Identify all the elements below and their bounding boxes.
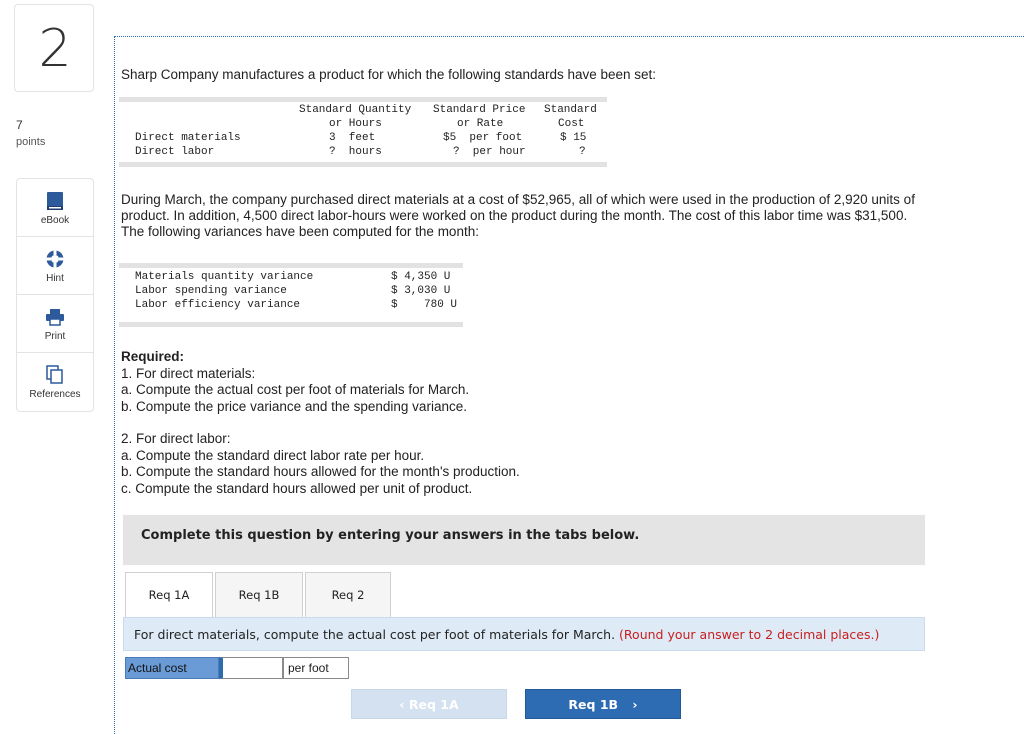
row-cost: $ 15 — [560, 132, 587, 144]
print-label: Print — [44, 331, 66, 342]
question-number: 2 — [38, 19, 72, 79]
ebook-label: eBook — [40, 215, 70, 226]
header-cost-2: Cost — [558, 118, 585, 130]
chevron-left-icon: ‹ — [399, 697, 405, 712]
header-price-1: Standard Price — [433, 104, 526, 116]
prompt-text-wrapper — [134, 627, 879, 642]
header-price-2: or Rate — [457, 118, 504, 130]
intro-text: Sharp Company manufactures a product for which the following standards have been set: — [121, 67, 657, 82]
points-label: points — [16, 136, 46, 148]
row-price: $5 per foot — [443, 132, 523, 144]
hint-label: Hint — [46, 273, 64, 284]
hint-button[interactable] — [17, 237, 93, 295]
actual-cost-label: Actual cost — [125, 657, 219, 679]
previous-tab-label: Req 1A — [408, 697, 459, 712]
paragraph-line-3: The following variances have been computed for the month: — [121, 224, 479, 239]
requirement-line: 1. For direct materials: — [121, 365, 256, 381]
chevron-right-icon: › — [632, 697, 638, 712]
previous-tab-button[interactable] — [351, 689, 507, 719]
header-quantity-1: Standard Quantity — [299, 104, 412, 116]
print-button[interactable] — [17, 295, 93, 353]
printer-icon — [17, 307, 93, 327]
points-value: 7 — [16, 118, 23, 132]
next-tab-label: Req 1B — [568, 697, 619, 712]
tab-req-1a[interactable]: Req 1A — [125, 572, 213, 618]
variance-name: Labor spending variance — [135, 285, 287, 297]
variance-name: Labor efficiency variance — [135, 299, 301, 311]
row-price: ? per hour — [453, 146, 526, 158]
tab-req-2[interactable]: Req 2 — [305, 572, 391, 618]
tools-panel — [16, 178, 94, 412]
header-cost-1: Standard — [544, 104, 597, 116]
row-item: Direct labor — [135, 146, 215, 158]
requirement-line: b. Compute the standard hours allowed for the month's production. — [121, 464, 520, 479]
paragraph-line-1: During March, the company purchased direct materials at a cost of $52,965, all of which were used in the production of 2,920 units of — [121, 192, 915, 207]
actual-cost-input[interactable] — [219, 657, 283, 679]
row-quantity: ? hours — [329, 146, 382, 158]
references-label: References — [29, 389, 81, 400]
row-item: Direct materials — [135, 132, 241, 144]
question-panel — [114, 36, 1024, 734]
tab-req-1b[interactable]: Req 1B — [215, 572, 303, 618]
prompt-text: For direct materials, compute the actual cost per foot of materials for March. — [134, 627, 616, 642]
ebook-button[interactable] — [17, 179, 93, 237]
references-button[interactable] — [17, 353, 93, 411]
instruction-banner — [123, 515, 925, 565]
prompt-bar — [123, 617, 925, 651]
instruction-text: Complete this question by entering your answers in the tabs below. — [141, 528, 640, 543]
variance-name: Materials quantity variance — [135, 271, 314, 283]
requirement-line: b. Compute the price variance and the spending variance. — [121, 398, 467, 414]
standards-table — [119, 97, 607, 167]
requirement-line: c. Compute the standard hours allowed per unit of product. — [121, 480, 473, 496]
row-quantity: 3 feet — [329, 132, 376, 144]
rounding-note: (Round your answer to 2 decimal places.) — [619, 627, 880, 642]
header-quantity-2: or Hours — [329, 118, 382, 130]
requirement-line: a. Compute the actual cost per foot of materials for March. — [121, 382, 470, 397]
unit-label: per foot — [283, 657, 349, 679]
question-number-box — [14, 4, 94, 92]
variance-value: $ 780 U — [391, 299, 458, 311]
requirement-line: a. Compute the standard direct labor rate per hour. — [121, 447, 425, 463]
row-cost: ? — [579, 146, 586, 158]
copy-icon — [17, 365, 93, 385]
variances-table — [119, 263, 463, 327]
required-title: Required: — [121, 349, 185, 364]
requirement-line: 2. For direct labor: — [121, 431, 231, 446]
book-icon — [17, 191, 93, 211]
requirements — [121, 349, 520, 497]
paragraph-line-2: product. In addition, 4,500 direct labor-hours were worked on the product during the month. The cost of this labor time was $31,500. — [121, 208, 908, 223]
next-tab-button[interactable] — [525, 689, 681, 719]
variance-value: $ 4,350 U — [391, 271, 451, 283]
lifebuoy-icon — [17, 249, 93, 269]
variance-value: $ 3,030 U — [391, 285, 451, 297]
